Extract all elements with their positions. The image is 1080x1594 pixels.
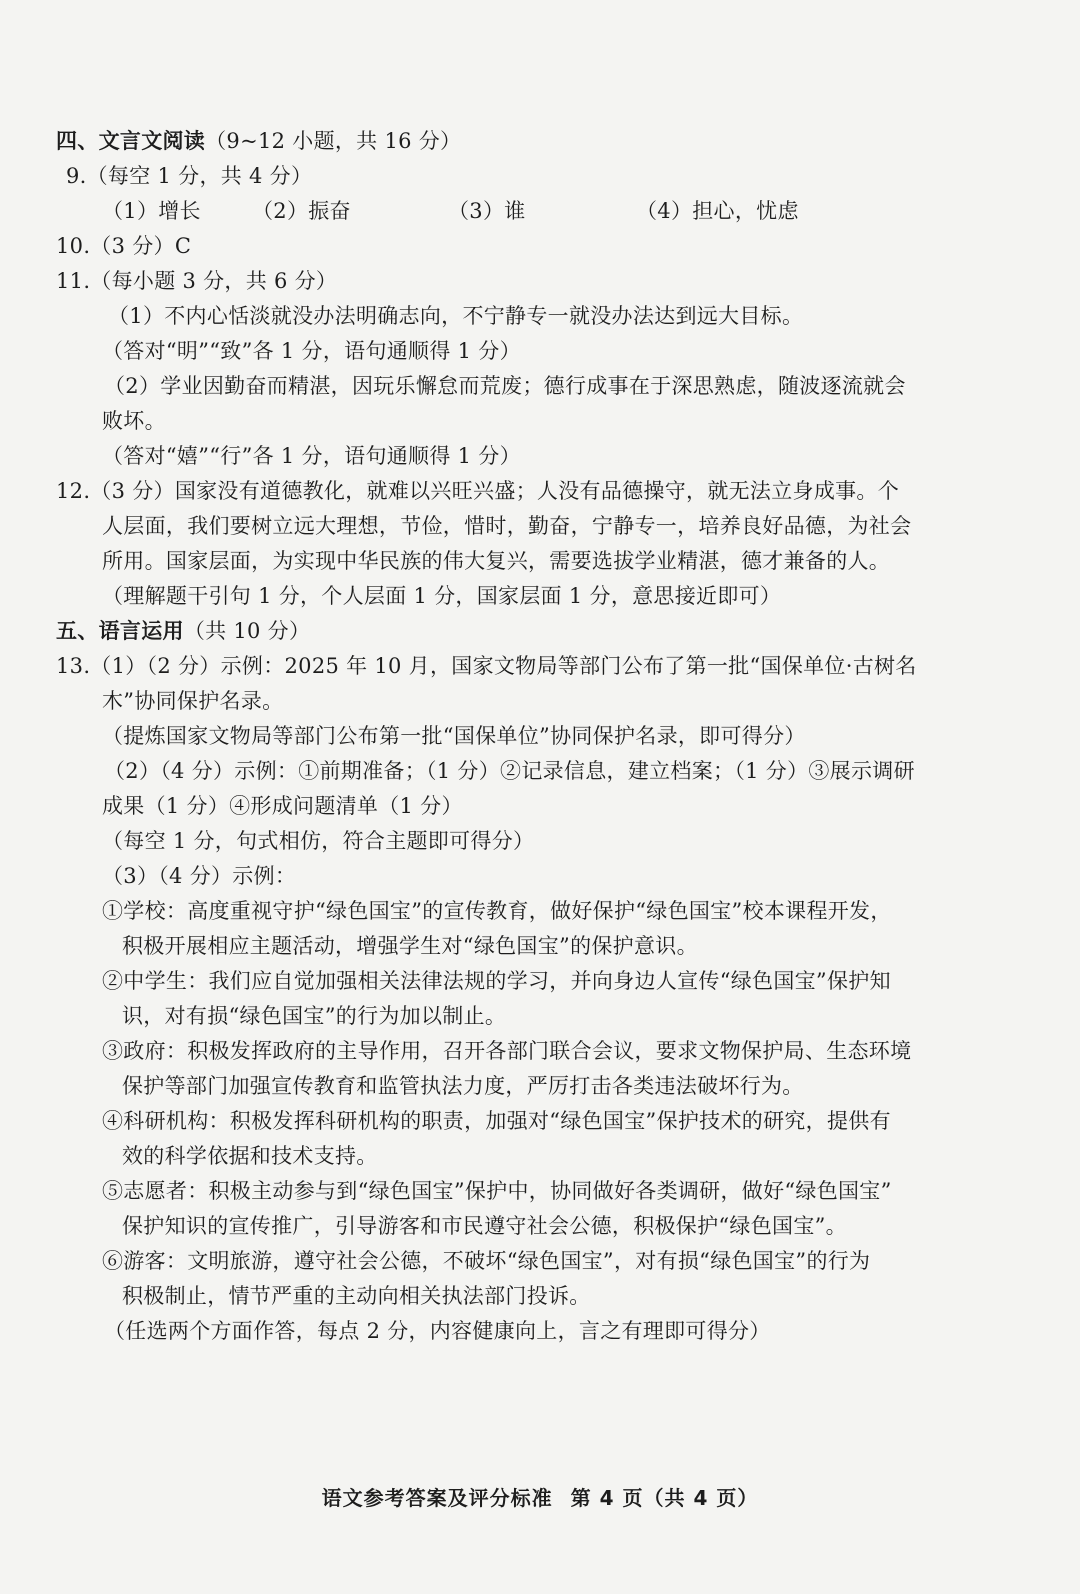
section-heading-language-use — [56, 614, 976, 649]
question-12-note: （理解题干引句 1 分，个人层面 1 分，国家层面 1 分，意思接近即可） — [102, 584, 782, 608]
question-13-part-1-cont: 木”协同保护名录。 — [102, 689, 284, 713]
question-11-answer-1-note: （答对“明”“致”各 1 分，语句通顺得 1 分） — [102, 339, 521, 363]
question-13-part-2: （2）（4 分）示例：①前期准备；（1 分）②记录信息，建立档案；（1 分）③展示调研 — [104, 759, 915, 783]
list-item-tourist: ⑥游客：文明旅游，遵守社会公德，不破坏“绿色国宝”，对有损“绿色国宝”的行为 — [102, 1249, 871, 1273]
page-number: 第 4 页（共 4 页） — [570, 1486, 759, 1510]
list-item-school-cont: 积极开展相应主题活动，增强学生对“绿色国宝”的保护意识。 — [122, 934, 698, 958]
question-13-part-1: 13.（1）（2 分）示例：2025 年 10 月，国家文物局等部门公布了第一批“国保单位·古树名 — [56, 654, 917, 678]
list-item-research: ④科研机构：积极发挥科研机构的职责，加强对“绿色国宝”保护技术的研究，提供有 — [102, 1109, 891, 1133]
question-13-part-2-cont: 成果（1 分）④形成问题清单（1 分） — [102, 794, 463, 818]
question-13-part-3-head: （3）（4 分）示例： — [102, 864, 297, 888]
list-item-tourist-cont: 积极制止，情节严重的主动向相关执法部门投诉。 — [122, 1284, 591, 1308]
answer-content — [56, 124, 976, 1349]
question-13-part-1-note: （提炼国家文物局等部门公布第一批“国保单位”协同保护名录，即可得分） — [102, 724, 806, 748]
question-11-head: 11.（每小题 3 分，共 6 分） — [56, 269, 338, 293]
section-title: 五、语言运用 — [56, 619, 184, 643]
list-item-research-cont: 效的科学依据和技术支持。 — [122, 1144, 378, 1168]
question-11-answer-2-note: （答对“嬉”“行”各 1 分，语句通顺得 1 分） — [102, 444, 521, 468]
list-item-school: ①学校：高度重视守护“绿色国宝”的宣传教育，做好保护“绿色国宝”校本课程开发， — [102, 899, 892, 923]
list-item-volunteer-cont: 保护知识的宣传推广，引导游客和市民遵守社会公德，积极保护“绿色国宝”。 — [122, 1214, 847, 1238]
question-10-head: 10.（3 分）C — [56, 234, 192, 258]
answer-item: （1）增长 — [102, 199, 201, 223]
question-12-answer: 12.（3 分）国家没有道德教化，就难以兴旺兴盛；人没有品德操守，就无法立身成事。个 — [56, 479, 900, 503]
answer-item: （4）担心，忧虑 — [636, 199, 799, 223]
list-item-student-cont: 识，对有损“绿色国宝”的行为加以制止。 — [122, 1004, 507, 1028]
section-note: （共 10 分） — [183, 619, 311, 643]
question-11-answer-2-cont: 败坏。 — [102, 409, 166, 433]
question-13-part-2-note: （每空 1 分，句式相仿，符合主题即可得分） — [102, 829, 535, 853]
list-item-government-cont: 保护等部门加强宣传教育和监管执法力度，严厉打击各类违法破坏行为。 — [122, 1074, 804, 1098]
list-item-government: ③政府：积极发挥政府的主导作用，召开各部门联合会议，要求文物保护局、生态环境 — [102, 1039, 912, 1063]
section-title: 四、文言文阅读 — [56, 129, 206, 153]
page-footer — [0, 1482, 1080, 1511]
question-13-part-3-note: （任选两个方面作答，每点 2 分，内容健康向上，言之有理即可得分） — [104, 1319, 771, 1343]
answer-item: （3）谁 — [448, 199, 526, 223]
question-9-head: 9.（每空 1 分，共 4 分） — [66, 164, 313, 188]
question-9-answers — [56, 194, 976, 229]
question-11-answer-1: （1）不内心恬淡就没办法明确志向，不宁静专一就没办法达到远大目标。 — [108, 304, 804, 328]
answer-item: （2）振奋 — [252, 199, 351, 223]
question-12-answer-cont: 人层面，我们要树立远大理想，节俭，惜时，勤奋，宁静专一，培养良好品德，为社会 — [102, 514, 912, 538]
question-11-answer-2 — [56, 369, 976, 404]
list-item-volunteer: ⑤志愿者：积极主动参与到“绿色国宝”保护中，协同做好各类调研，做好“绿色国宝” — [102, 1179, 892, 1203]
question-12-answer-cont: 所用。国家层面，为实现中华民族的伟大复兴，需要选拔学业精湛，德才兼备的人。 — [102, 549, 891, 573]
section-note: （9~12 小题，共 16 分） — [205, 129, 462, 153]
text-line: （2）学业因勤奋而精湛，因玩乐懈怠而荒废；德行成事在于深思熟虑，随波逐流就会 — [104, 374, 906, 398]
section-heading-classical-chinese — [56, 124, 976, 159]
footer-title: 语文参考答案及评分标准 — [321, 1486, 553, 1510]
list-item-student: ②中学生：我们应自觉加强相关法律法规的学习，并向身边人宣传“绿色国宝”保护知 — [102, 969, 891, 993]
